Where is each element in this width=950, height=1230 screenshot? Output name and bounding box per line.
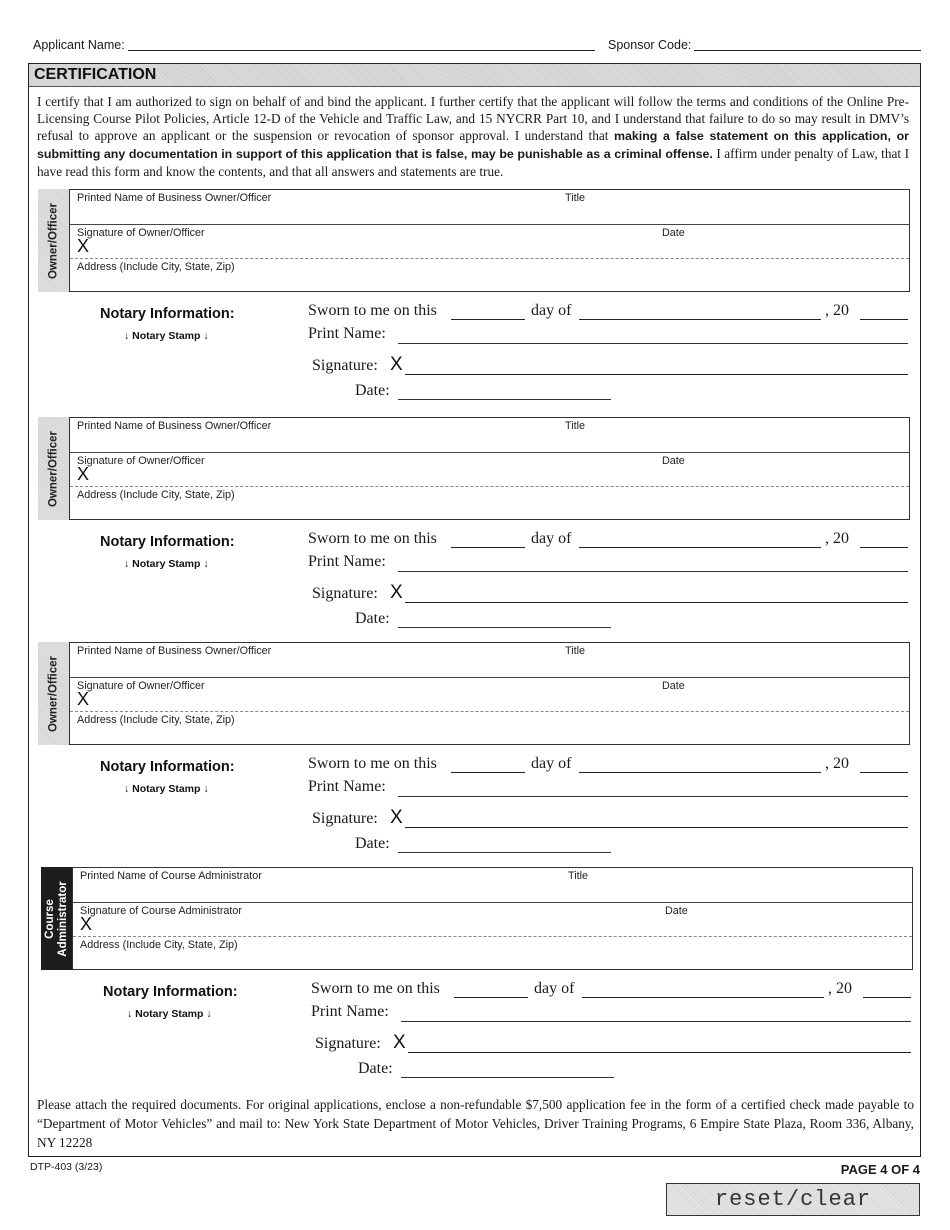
notary-print-name-field[interactable] [398, 343, 908, 344]
sworn-text: Sworn to me on this [308, 755, 437, 772]
section-tab-label [44, 881, 70, 956]
notary-information-label: Notary Information: [100, 759, 235, 775]
sponsor-code-label: Sponsor Code: [608, 38, 692, 52]
course-administrator-tab [41, 867, 73, 970]
sworn-month-field[interactable] [579, 772, 821, 773]
page-number: PAGE 4 OF 4 [840, 1162, 920, 1177]
title-label: Title [565, 420, 585, 432]
applicant-name-label: Applicant Name: [33, 38, 125, 52]
signature-x-mark: X [77, 689, 90, 709]
row-divider [70, 677, 909, 678]
row-divider [70, 452, 909, 453]
address-label: Address (Include City, State, Zip) [77, 714, 235, 726]
sworn-year-field[interactable] [860, 319, 908, 320]
signature-x-mark: X [80, 914, 93, 934]
row-divider [70, 258, 909, 259]
address-label: Address (Include City, State, Zip) [80, 939, 238, 951]
certification-header-bar [29, 64, 920, 87]
notary-signature-field[interactable] [408, 1052, 911, 1053]
title-label: Title [568, 870, 588, 882]
sworn-year-field[interactable] [863, 997, 911, 998]
notary-signature-x-mark: X [390, 582, 403, 603]
notary-stamp-label: ↓ Notary Stamp ↓ [127, 1008, 212, 1020]
date-label: Date [662, 680, 685, 692]
day-of-text: day of [531, 302, 572, 319]
notary-date-label: Date: [355, 610, 390, 627]
notary-date-field[interactable] [398, 399, 611, 400]
notary-date-label: Date: [358, 1060, 393, 1077]
sworn-year-field[interactable] [860, 772, 908, 773]
printed-name-label: Printed Name of Business Owner/Officer [77, 645, 272, 657]
row-divider [70, 486, 909, 487]
certification-statement: I certify that I am authorized to sign on behalf of and bind the applicant. I further certify that the applicant will follow the terms and conditions of the Online Pre-Licensing Course Pilot Policies, Article 12-D of the Vehicle and Traffic Law, and 15 NYCRR Part 10, and I understand that failure to do so may result in DMV’s refusal to approve an applicant or the suspension or revocation of sponsor approval. I understand that making a false statement on this application, or submitting any documentation in support of this application that is false, may be punishable as a criminal offense. I affirm under penalty of Law, that I have read this form and know the contents, and that all answers and statements are true. [37, 94, 909, 179]
day-of-text: day of [531, 755, 572, 772]
date-label: Date [662, 455, 685, 467]
tab-label-line: Administrator [56, 880, 69, 957]
signature-text: Signature: [312, 585, 378, 602]
notary-print-name-field[interactable] [398, 571, 908, 572]
notary-information-label: Notary Information: [100, 306, 235, 322]
date-label: Date [665, 905, 688, 917]
print-name-label: Print Name: [308, 553, 386, 570]
notary-date-field[interactable] [398, 627, 611, 628]
tab-label-line: Course [43, 898, 56, 939]
owner-officer-tab [38, 642, 70, 745]
row-divider [73, 902, 912, 903]
notary-signature-field[interactable] [405, 827, 908, 828]
notary-signature-field[interactable] [405, 374, 908, 375]
printed-name-label: Printed Name of Business Owner/Officer [77, 192, 272, 204]
row-divider [73, 936, 912, 937]
title-label: Title [565, 192, 585, 204]
sworn-month-field[interactable] [582, 997, 824, 998]
year-prefix-text: , 20 [825, 302, 849, 319]
sponsor-code-field[interactable] [694, 50, 921, 51]
sworn-day-field[interactable] [451, 319, 525, 320]
row-divider [70, 711, 909, 712]
address-label: Address (Include City, State, Zip) [77, 261, 235, 273]
signature-label: Signature of Owner/Officer [77, 680, 205, 692]
signature-label: Signature of Owner/Officer [77, 455, 205, 467]
notary-stamp-label: ↓ Notary Stamp ↓ [124, 558, 209, 570]
sworn-month-field[interactable] [579, 547, 821, 548]
sworn-day-field[interactable] [451, 772, 525, 773]
notary-information-label: Notary Information: [100, 534, 235, 550]
year-prefix-text: , 20 [825, 755, 849, 772]
year-prefix-text: , 20 [828, 980, 852, 997]
mailing-instructions: Please attach the required documents. For original applications, enclose a non-refundable $7,500 application fee in the form of a certified check made payable to “Department of Motor Vehicles” and mail to: New York State Department of Motor Vehicles, Driver Training Programs, 6 Empire State Plaza, Room 336, Albany, NY 12228 [37, 1097, 914, 1150]
course-administrator-box [41, 867, 913, 970]
notary-information-label: Notary Information: [103, 984, 238, 1000]
sworn-text: Sworn to me on this [308, 302, 437, 319]
owner-officer-box [38, 189, 910, 292]
day-of-text: day of [531, 530, 572, 547]
section-tab-label: Owner/Officer [47, 202, 59, 279]
notary-date-label: Date: [355, 382, 390, 399]
owner-officer-tab [38, 189, 70, 292]
notary-signature-x-mark: X [390, 807, 403, 828]
sworn-day-field[interactable] [451, 547, 525, 548]
signature-x-mark: X [77, 236, 90, 256]
reset-clear-button[interactable]: reset/clear [666, 1183, 920, 1216]
notary-signature-field[interactable] [405, 602, 908, 603]
owner-officer-box [38, 642, 910, 745]
notary-date-field[interactable] [401, 1077, 614, 1078]
notary-date-label: Date: [355, 835, 390, 852]
signature-x-mark: X [77, 464, 90, 484]
notary-print-name-field[interactable] [401, 1021, 911, 1022]
sworn-day-field[interactable] [454, 997, 528, 998]
section-tab-label: Owner/Officer [47, 430, 59, 507]
notary-print-name-field[interactable] [398, 796, 908, 797]
year-prefix-text: , 20 [825, 530, 849, 547]
form-code: DTP-403 (3/23) [30, 1161, 103, 1173]
notary-signature-x-mark: X [393, 1032, 406, 1053]
printed-name-label: Printed Name of Course Administrator [80, 870, 262, 882]
notary-signature-x-mark: X [390, 354, 403, 375]
certification-title: CERTIFICATION [34, 66, 157, 83]
signature-text: Signature: [312, 357, 378, 374]
owner-officer-box [38, 417, 910, 520]
notary-date-field[interactable] [398, 852, 611, 853]
signature-label: Signature of Course Administrator [80, 905, 243, 917]
print-name-label: Print Name: [308, 325, 386, 342]
applicant-name-field[interactable] [128, 50, 595, 51]
address-label: Address (Include City, State, Zip) [77, 489, 235, 501]
signature-text: Signature: [315, 1035, 381, 1052]
title-label: Title [565, 645, 585, 657]
sworn-month-field[interactable] [579, 319, 821, 320]
signature-label: Signature of Owner/Officer [77, 227, 205, 239]
signature-text: Signature: [312, 810, 378, 827]
sworn-year-field[interactable] [860, 547, 908, 548]
print-name-label: Print Name: [308, 778, 386, 795]
printed-name-label: Printed Name of Business Owner/Officer [77, 420, 272, 432]
sworn-text: Sworn to me on this [308, 530, 437, 547]
date-label: Date [662, 227, 685, 239]
section-tab-label: Owner/Officer [47, 655, 59, 732]
owner-officer-tab [38, 417, 70, 520]
sworn-text: Sworn to me on this [311, 980, 440, 997]
notary-stamp-label: ↓ Notary Stamp ↓ [124, 783, 209, 795]
day-of-text: day of [534, 980, 575, 997]
print-name-label: Print Name: [311, 1003, 389, 1020]
notary-stamp-label: ↓ Notary Stamp ↓ [124, 330, 209, 342]
row-divider [70, 224, 909, 225]
